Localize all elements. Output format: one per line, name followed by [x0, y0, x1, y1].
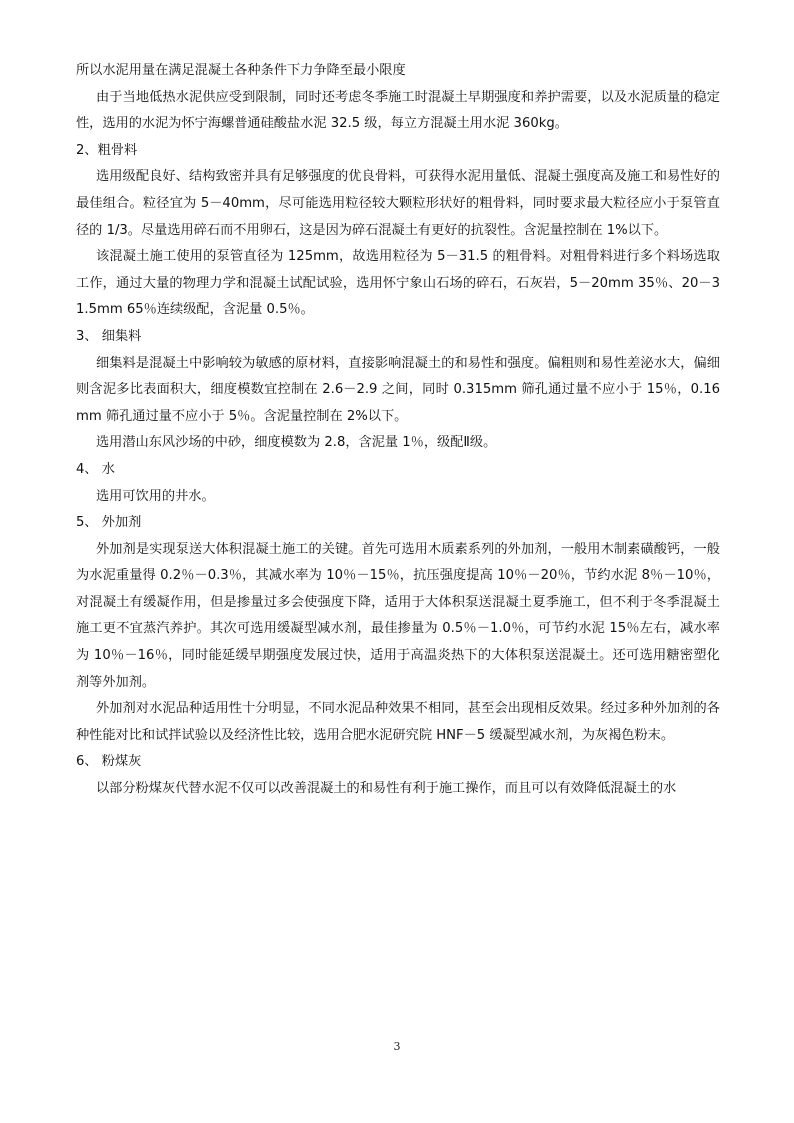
- document-body: [76, 58, 720, 803]
- heading-fly-ash: 6、 粉煤灰: [76, 754, 142, 770]
- paragraph-3: 选用级配良好、结构致密并具有足够强度的优良骨料，可获得水泥用量低、混凝土强度高及施工和易性好的最佳组合。粒径宜为 5－40mm，尽可能选用粒径较大颗粒形状好的粗骨料，同时要求最大粒径应小于泵管直径的 1/3。尽量选用碎石而不用卵石，这是因为碎石混凝土有更好的抗裂性。含泥量控制在 1%以下。: [76, 169, 720, 238]
- paragraph-7: 选用可饮用的井水。: [96, 488, 215, 504]
- paragraph-8: 外加剂是实现泵送大体积混凝土施工的关键。首先可选用木质素系列的外加剂，一般用木制素磺酸钙，一般为水泥重量得 0.2％－0.3％，其减水率为 10％－15％，抗压强度提高 10％－20％，节约水泥 8％－10％，对混凝土有缓凝作用，但是掺量过多会使强度下降，适用于大体积泵送混凝土夏季施工，但不利于冬季混凝土施工更不宜蒸汽养护。其次可选用缓凝型减水剂，最佳掺量为 0.5％－1.0％，可节约水泥 15％左右，减水率为 10％－16％，同时能延缓早期强度发展过快，适用于高温炎热下的大体积泵送混凝土。还可选用糖密塑化剂等外加剂。: [76, 541, 720, 690]
- heading-coarse-aggregate: 2、粗骨料: [76, 142, 138, 158]
- paragraph-4: 该混凝土施工使用的泵管直径为 125mm，故选用粒径为 5－31.5 的粗骨料。对粗骨料进行多个料场选取工作，通过大量的物理力学和混凝土试配试验，选用怀宁象山石场的碎石，石灰岩，5－20mm 35％、20－31.5mm 65％连续级配，含泥量 0.5％。: [76, 249, 720, 318]
- page-number: 3: [393, 1040, 401, 1053]
- paragraph-5: 细集料是混凝土中影响较为敏感的原材料，直接影响混凝土的和易性和强度。偏粗则和易性差泌水大，偏细则含泥多比表面积大，细度模数宜控制在 2.6－2.9 之间，同时 0.315mm 筛孔通过量不应小于 15％，0.16mm 筛孔通过量不应小于 5％。含泥量控制在 2%以下。: [76, 355, 720, 424]
- paragraph-2: 由于当地低热水泥供应受到限制，同时还考虑冬季施工时混凝土早期强度和养护需要，以及水泥质量的稳定性，选用的水泥为怀宁海螺普通硅酸盐水泥 32.5 级，每立方混凝土用水泥 360kg。: [76, 89, 720, 132]
- heading-fine-aggregate: 3、 细集料: [76, 328, 142, 344]
- paragraph-9: 外加剂对水泥品种适用性十分明显，不同水泥品种效果不相同，甚至会出现相反效果。经过多种外加剂的各种性能对比和试拌试验以及经济性比较，选用合肥水泥研究院 HNF－5 缓凝型减水剂，为灰褐色粉末。: [76, 701, 720, 743]
- heading-admixture: 5、 外加剂: [76, 515, 142, 531]
- paragraph-6: 选用潜山东风沙场的中砂，细度模数为 2.8，含泥量 1％，级配Ⅱ级。: [96, 435, 497, 451]
- paragraph-1: 所以水泥用量在满足混凝土各种条件下力争降至最小限度: [76, 63, 406, 78]
- heading-water: 4、 水: [76, 461, 115, 477]
- paragraph-10: 以部分粉煤灰代替水泥不仅可以改善混凝土的和易性有利于施工操作，而且可以有效降低混凝土的水: [96, 781, 677, 797]
